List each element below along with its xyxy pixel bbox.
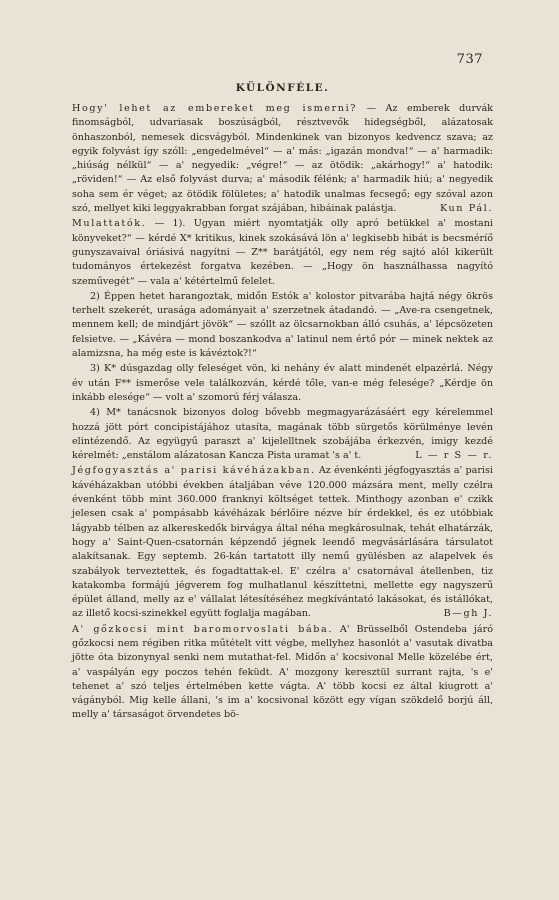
paragraph — [72, 406, 493, 463]
page-number: 737 — [456, 52, 483, 67]
paragraph-text: — Az emberek durvák finomságból, udvariasak boszúságból, résztvevők hidegségből, alázatosak önhaszonból, nemesek dicsvágyból. Mindenkinek van bizonyos kedvencz szava; az egyik folyvást így szóll: „engedelmével“ — a' más: „igazán mondva!“ — a' harmadik: „hiúság nélkül“ — a' negyedik: „végre!“ — az ötödik: „akárhogy!“ a' hatodik: „röviden!“ — Az első folyvást durva; a' második félénk; a' harmadik hiú; a' negyedik soha sem ér véget; az ötödik fölületes; a' hatodik unalmas fecsegő; egy szóval azon szó, mellyet kiki leggyakrabban forgat szájában, hibáinak palástja. — [72, 103, 493, 215]
paragraph-text: 2) Éppen hetet harangoztak, midőn Estók a' kolostor pitvarába hajtá négy ökrös terhelt szekerét, urasága adományait a' szerzetnek átadandó. — „Ave-ra csengetnek, mennem kell; de mindjárt jövök“ — szóllt az ölcsarnokban álló csuhás, a' lépcsözeten felsietve. — „Kávéra — mond boszankodva a' latinul nem értő pór — minek nektek az alamizsna, ha még este is kávéztok?!“ — [72, 290, 493, 360]
paragraph-text: 3) K* dúsgazdag olly feleséget vön, ki nehány év alatt mindenét elpazérlá. Négy év után F** ismerőse vele találkozván, kérdé tőle, van-e még felesége? „Kérdje ön inkább elesége“ — volt a' szomorú férj válasza. — [72, 363, 493, 403]
paragraph-lead: Hogy' lehet az embereket meg ismerni? — [72, 103, 357, 114]
author-signature: Kun Pál. — [439, 203, 493, 215]
paragraph — [72, 217, 493, 288]
author-signature: L — r S — r. — [415, 450, 493, 462]
paragraph-lead: A' gőzkocsi mint baromorvoslati bába. — [72, 623, 333, 635]
paragraph — [72, 102, 493, 216]
paragraph-lead: Mulattatók. — [72, 218, 147, 230]
paragraph — [72, 362, 493, 405]
author-signature: B—gh J. — [443, 608, 493, 620]
paragraph-text: Az évenkénti jégfogyasztás a' parisi kávéházakban utóbbi években átaljában véve 120.000 mázsára ment, melly czélra évenként több mint 360.000 franknyi költséget tettek. Minthogy azonban e' czikk jelesen csak a' pompásabb kávéházak bérlőire nézve bír érdekkel, és ez utóbbiak lágyabb télben az alkereskedők birvágya által néha megkárosulnak, tehát elhatárzák, hogy a' Saint-Quen-csatornán képzendő jégnek leendő megvásárlására társulatot alakítsanak. Egy septemb. 26-kán tartatott illy nemű gyülésben az alapelvek és szabályok terveztettek, és fogadtattak-el. E' czélra a' csatornával átellenben, tiz katakomba formájú jégverem fog mulhatlanul készíttetni, mellette egy nagyszerű épület álland, melly az e' vállalat létesítéséhez megkívántató lakásokat, és istállókat, az illető kocsi-szinekkel együtt foglalja magában. — [72, 465, 493, 620]
paragraph — [72, 623, 493, 723]
paragraph — [72, 464, 493, 621]
paragraph — [72, 290, 493, 361]
paragraph-lead: Jégfogyasztás a' parisi kávéházakban. — [72, 465, 316, 477]
paragraph-text: A' Brüsselből Ostendeba járó gőzkocsi nem régiben ritka műtételt vitt végbe, mellyhez hasonlót a' vasutak divatba jötte óta bizonynyal senki nem mutathat-fel. Midőn a' kocsivonal Melle közelébe ért, a' vaspályán egy poczos tehén feküdt. A' mozgony keresztül surrant rajta, 's e' tehenet a' szó teljes értelmében kette vágta. A' több kocsi ez által kiugrott a' vágányból. Mig kelle állani, 's im a' kocsivonal között egy vígan szökdelő borjú áll, melly a' társaságot örvendetes bö- — [72, 623, 493, 721]
paragraph-text: 4) M* tanácsnok bizonyos dolog bővebb megmagyarázásáért egy kérelemmel hozzá jött pórt concipistájához utasíta, magának több sürgetős körülménye levén elintézendő. Az együgyű paraszt a' kijelelltnek szobájába érkezvén, imigy kezdé kérelmét: „enstálom alázatosan Kancza Pista uramat 's a' t. — [72, 407, 493, 462]
section-title: KÜLÖNFÉLE. — [235, 82, 330, 94]
article-body — [72, 102, 493, 723]
paragraph-text: — 1). Ugyan miért nyomtatják olly apró betükkel a' mostani könyveket?“ — kérdé X* kritikus, kinek szokásává lön a' legkisebb hibát is becsméríő gunyszavaival óriásivá nagyítni — Z** barátjától, egy nem rég sajtó alól kikerült tudományos értekezést forgatva kezében. — „Hogy ön használhassa nagyító szeművegét“ — vala a' kétértelmű felelet. — [72, 218, 493, 287]
